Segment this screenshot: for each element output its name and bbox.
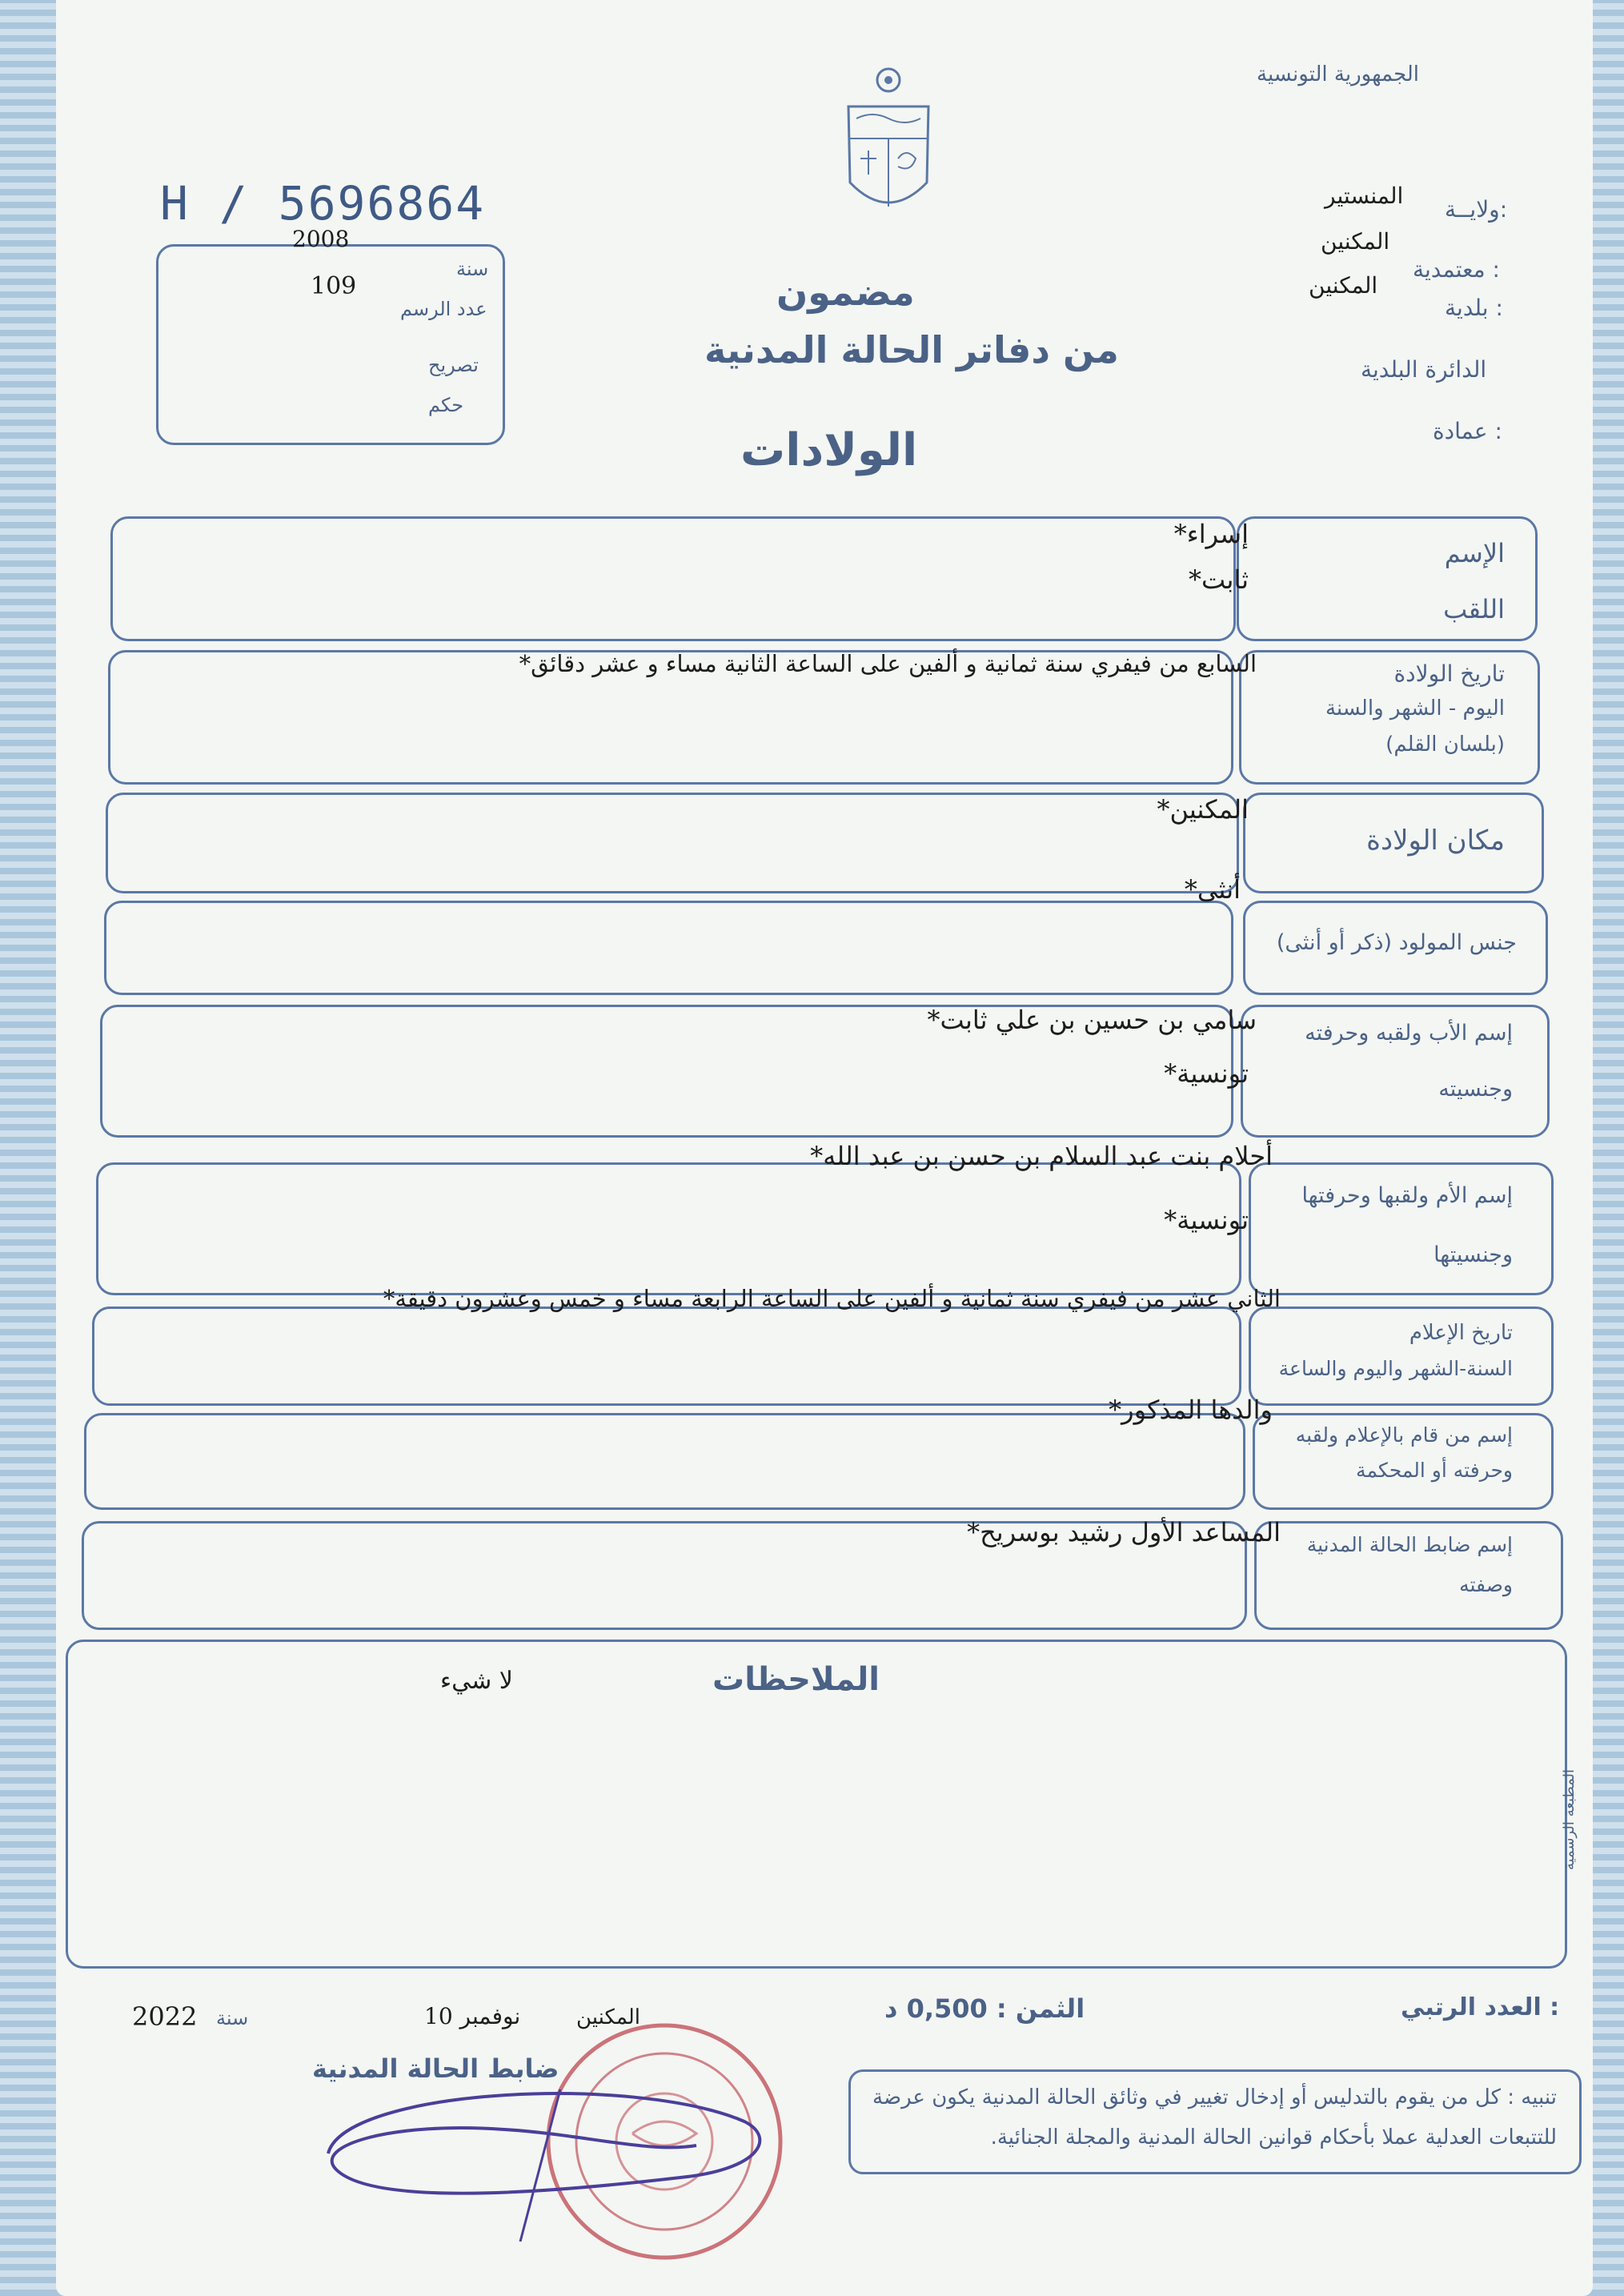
daira-label: الدائرة البلدية <box>1361 356 1487 383</box>
baladia-value: المكنين <box>1309 272 1378 299</box>
field-label: تاريخ الولادة <box>1393 660 1505 687</box>
field-value: ثابت* <box>1189 564 1249 595</box>
document-serial: H / 5696864 <box>160 176 486 231</box>
field-label: وجنسيته <box>1438 1077 1513 1102</box>
field-label: السنة-الشهر واليوم والساعة <box>1278 1357 1513 1380</box>
mootamadia-value: المكنين <box>1321 228 1390 255</box>
issue-year-value: 2022 <box>132 2001 198 2032</box>
registry-declaration-label: تصريح <box>428 354 479 376</box>
field-value: الثاني عشر من فيفري سنة ثمانية و ألفين على الساعة الرابعة مساء و خمس وعشرون دقيقة* <box>383 1285 1281 1312</box>
issue-date: 10 نوفمبر <box>424 2003 521 2029</box>
field-value: تونسية* <box>1164 1058 1249 1089</box>
field-label: اللقب <box>1443 594 1505 624</box>
title-main: مضمون <box>776 271 915 314</box>
field-value: تونسية* <box>1164 1205 1249 1235</box>
field-value: والدها المذكور* <box>1109 1395 1273 1425</box>
registry-year-label: سنة <box>456 258 489 280</box>
value-box <box>104 901 1233 995</box>
issue-year-label: سنة <box>216 2007 249 2029</box>
field-label: اليوم - الشهر والسنة <box>1325 696 1505 721</box>
serial-number-label: العدد الرتبي : <box>1401 1993 1560 2021</box>
title-sub: من دفاتر الحالة المدنية <box>704 328 1119 371</box>
field-label: جنس المولود (ذكر أو أنثى) <box>1276 930 1517 955</box>
wilaya-label: ولايــة: <box>1445 196 1508 223</box>
registry-number-value: 109 <box>311 272 357 300</box>
field-label: وحرفته أو المحكمة <box>1356 1459 1513 1482</box>
field-value: سامي بن حسين بن علي ثابت* <box>927 1005 1257 1035</box>
remarks-label: الملاحظات <box>712 1661 880 1698</box>
field-value: المساعد الأول رشيد بوسريح* <box>967 1517 1281 1547</box>
value-box <box>84 1413 1245 1510</box>
baladia-label: بلدية : <box>1445 295 1503 321</box>
wilaya-value: المنستير <box>1325 183 1404 209</box>
signature-icon <box>296 2057 792 2242</box>
field-label: (بلسان القلم) <box>1385 733 1505 757</box>
price-label: الثمن : 0,500 د <box>884 1993 1085 2024</box>
registry-number-label: عدد الرسم <box>400 298 487 320</box>
field-value: أحلام بنت عبد السلام بن حسن بن عبد الله* <box>810 1141 1273 1171</box>
field-label: إسم الأم ولقبها وحرفتها <box>1301 1183 1513 1208</box>
field-label: مكان الولادة <box>1366 825 1505 857</box>
field-label: الإسم <box>1444 538 1505 568</box>
document-page <box>56 0 1593 2296</box>
field-label: إسم ضابط الحالة المدنية <box>1306 1533 1513 1556</box>
warning-line-1: تنبيه : كل من يقوم بالتدليس أو إدخال تغيير في وثائق الحالة المدنية يكون عرضة <box>872 2085 1557 2109</box>
remarks-value: لا شيء <box>440 1667 513 1695</box>
field-value: إسراء* <box>1173 519 1249 549</box>
field-label: وصفته <box>1459 1573 1513 1596</box>
printer-mark: المطبعة الرسمية <box>1561 1769 1578 1871</box>
field-label: إسم الأب ولقبه وحرفته <box>1305 1021 1513 1046</box>
coat-of-arms-icon <box>832 62 944 231</box>
republic-label: الجمهورية التونسية <box>1257 62 1420 86</box>
issue-place: المكنين <box>576 2005 641 2029</box>
registry-year-value: 2008 <box>292 226 350 252</box>
field-value: المكنين* <box>1157 794 1249 825</box>
field-label: تاريخ الإعلام <box>1409 1321 1513 1345</box>
title-section: الولادات <box>740 424 918 476</box>
registry-judgment-label: حكم <box>428 394 464 416</box>
warning-line-2: للتتبعات العدلية عملا بأحكام قوانين الحالة المدنية والمجلة الجنائية. <box>990 2125 1557 2149</box>
field-value: السابع من فيفري سنة ثمانية و ألفين على الساعة الثانية مساء و عشر دقائق* <box>519 650 1257 677</box>
field-label: إسم من قام بالإعلام ولقبه <box>1295 1423 1513 1447</box>
label-box <box>1249 1162 1554 1295</box>
field-value: أنثى* <box>1184 874 1241 905</box>
field-label: وجنسيتها <box>1434 1242 1513 1267</box>
value-box <box>92 1307 1241 1406</box>
omada-label: عمادة : <box>1433 418 1502 444</box>
mootamadia-label: معتمدية : <box>1413 256 1500 283</box>
officer-title: ضابط الحالة المدنية <box>312 2053 559 2084</box>
